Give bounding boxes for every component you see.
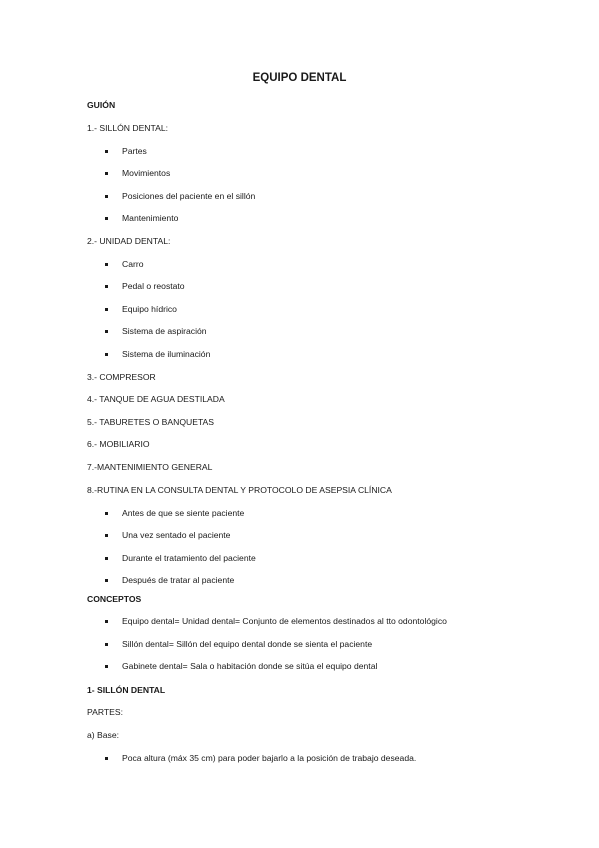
list-item-text: Gabinete dental= Sala o habitación donde se sitúa el equipo dental <box>122 661 378 671</box>
list-item-text: Mantenimiento <box>122 213 179 223</box>
conceptos-heading: CONCEPTOS <box>87 594 142 604</box>
guion-heading: GUIÓN <box>87 100 116 110</box>
list-item-text: Sistema de aspiración <box>122 326 207 336</box>
section-8-heading: 8.-RUTINA EN LA CONSULTA DENTAL Y PROTOCOLO DE ASEPSIA CLÍNICA <box>87 485 392 495</box>
bullet-icon <box>105 643 108 646</box>
bullet-icon <box>105 330 108 333</box>
list-item-text: Pedal o reostato <box>122 281 185 291</box>
bullet-icon <box>105 285 108 288</box>
section-2-heading: 2.- UNIDAD DENTAL: <box>87 236 171 246</box>
page-title: EQUIPO DENTAL <box>252 72 347 84</box>
bullet-icon <box>105 557 108 560</box>
bullet-icon <box>105 308 108 311</box>
section-5-heading: 5.- TABURETES O BANQUETAS <box>87 417 215 427</box>
list-item-text: Equipo hídrico <box>122 304 177 314</box>
list-item-text: Partes <box>122 146 147 156</box>
list-item-text: Posiciones del paciente en el sillón <box>122 191 256 201</box>
list-item-text: Movimientos <box>122 168 171 178</box>
section-3-heading: 3.- COMPRESOR <box>87 372 156 382</box>
section-1-heading: 1.- SILLÓN DENTAL: <box>87 123 169 133</box>
list-item-text: Sillón dental= Sillón del equipo dental donde se sienta el paciente <box>122 639 373 649</box>
bullet-icon <box>105 534 108 537</box>
bullet-icon <box>105 665 108 668</box>
section-4-heading: 4.- TANQUE DE AGUA DESTILADA <box>87 394 225 404</box>
bullet-icon <box>105 263 108 266</box>
partes-label: PARTES: <box>87 707 123 717</box>
bullet-icon <box>105 150 108 153</box>
list-item-text: Una vez sentado el paciente <box>122 530 231 540</box>
list-item-text: Equipo dental= Unidad dental= Conjunto de elementos destinados al tto odontológico <box>122 616 447 626</box>
list-item-text: Carro <box>122 259 144 269</box>
bullet-icon <box>105 217 108 220</box>
bullet-icon <box>105 620 108 623</box>
bullet-icon <box>105 195 108 198</box>
sillon-heading: 1- SILLÓN DENTAL <box>87 685 166 695</box>
list-item-text: Después de tratar al paciente <box>122 575 235 585</box>
section-6-heading: 6.- MOBILIARIO <box>87 439 150 449</box>
base-label: a) Base: <box>87 730 120 740</box>
bullet-icon <box>105 353 108 356</box>
list-item-text: Sistema de iluminación <box>122 349 211 359</box>
section-7-heading: 7.-MANTENIMIENTO GENERAL <box>87 462 213 472</box>
list-item-text: Antes de que se siente paciente <box>122 508 245 518</box>
bullet-icon <box>105 757 108 760</box>
bullet-icon <box>105 512 108 515</box>
bullet-icon <box>105 172 108 175</box>
list-item-text: Poca altura (máx 35 cm) para poder bajarlo a la posición de trabajo deseada. <box>122 753 417 763</box>
bullet-icon <box>105 579 108 582</box>
list-item-text: Durante el tratamiento del paciente <box>122 553 256 563</box>
